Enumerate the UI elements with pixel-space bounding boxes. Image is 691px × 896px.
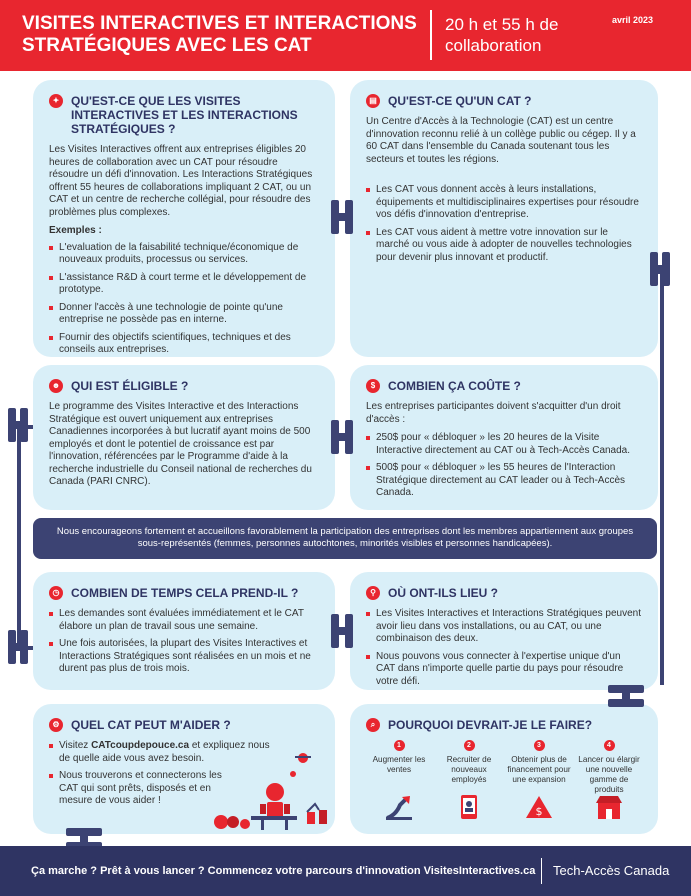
document-icon: ▤ (366, 94, 380, 108)
clip-connector (608, 685, 644, 707)
footer (0, 846, 691, 896)
card-cost-heading (366, 379, 642, 393)
card-cat-heading (366, 94, 642, 108)
cat-list (366, 184, 642, 264)
list-item: Donner l'accès à une technologie de pointe qu'une entreprise ne possède pas en interne. (49, 302, 319, 327)
step-label: Augmenter les ventes (372, 755, 426, 774)
card-help (33, 704, 335, 834)
svg-text:$: $ (535, 805, 543, 818)
brand-logo: Tech-Accès Canada (553, 863, 670, 878)
step-number: 3 (534, 740, 545, 751)
card-why-title: POURQUOI DEVRAIT-JE LE FAIRE? (388, 718, 593, 732)
clip-connector (331, 420, 353, 454)
benefit-step (366, 740, 432, 824)
help-item1-suffix: et expliquez nous de quelle aide vous avez besoin. (59, 740, 270, 764)
card-eligible-intro: Le programme des Visites Interactive et des Interactions Stratégique est ouvert uniquement aux entreprises Canadiennes incorporées à but lucratif ayant moins de 500 employés et dont le potentiel de croissance est par l'innovation, référencées par le Programme d'aide à la recherche industrielle du Conseil national de recherches du Canada (PARI CNRC). (49, 401, 312, 487)
help-item1-prefix: Visitez (59, 740, 92, 751)
robot-gear-icon: ⚙ (49, 718, 63, 732)
card-what-is-intro: Les Visites Interactives offrent aux entreprises éligibles 20 heures de collaboration avec un CAT pour résoudre résoudre un défi d'innovation. Les Interactions Stratégiques offrent 55 heures de collaborations impliquant 2 CAT, ou un CAT et un centre de recherche collégial, pour résoudre des problèmes plus complexes. (49, 144, 313, 218)
card-time (33, 572, 335, 690)
connector-line-right (660, 270, 664, 685)
phone-employees-icon (454, 793, 484, 821)
list-item: Les demandes sont évaluées immédiatement et le CAT élabore un plan de travail sous une semaine. (49, 608, 319, 633)
list-item: Nous trouverons et connecterons les CAT qui sont prêts, disposés et en mesure de vous aider ! (49, 770, 224, 808)
list-item: 500$ pour « débloquer » les 55 heures de l'Interaction Stratégique directement au CAT leader ou à Tech-Accès Canada. (366, 462, 642, 500)
where-list (366, 608, 642, 688)
funding-triangle-icon (524, 793, 554, 821)
clip-connector (331, 614, 353, 648)
card-cost-intro: Les entreprises participantes doivent s'acquitter d'un droit d'accès : (366, 401, 621, 425)
card-eligible-heading (49, 379, 319, 393)
list-item: L'evaluation de la faisabilité technique/économique de nouveaux produits, processus ou services. (49, 242, 319, 267)
footer-divider (541, 858, 542, 884)
clip-connector (8, 408, 28, 442)
list-item: Les CAT vous aident à mettre votre innovation sur le marché ou vous aide à adopter de nouvelles technologies pour devenir plus innovant et productif. (366, 227, 642, 265)
benefit-steps (366, 740, 642, 824)
page-title: VISITES INTERACTIVES ET INTERACTIONS STRATÉGIQUES AVEC LES CAT (22, 13, 417, 56)
card-why (350, 704, 658, 834)
catcoupdepouce-link[interactable]: CATcoupdepouce.ca (91, 740, 190, 751)
card-time-title: COMBIEN DE TEMPS CELA PREND-IL ? (71, 586, 299, 600)
dollar-icon: $ (366, 379, 380, 393)
time-list (49, 608, 319, 676)
card-help-title: QUEL CAT PEUT M'AIDER ? (71, 718, 231, 732)
card-cat (350, 80, 658, 357)
magnifier-icon: ⌕ (366, 718, 380, 732)
step-label: Recruiter de nouveaux employés (446, 755, 492, 784)
step-label: Obtenir plus de financement pour une expansion (507, 755, 571, 784)
clip-connector (8, 630, 28, 664)
list-item: Les Visites Interactives et Interactions Stratégiques peuvent avoir lieu dans vos installations, ou au CAT, ou une combinaison des deux. (366, 608, 642, 646)
card-what-is-title: QU'EST-CE QUE LES VISITES INTERACTIVES ET LES INTERACTIONS STRATÉGIQUES ? (71, 94, 298, 136)
list-item: L'assistance R&D à court terme et le développement de prototype. (49, 272, 319, 297)
card-cost (350, 365, 658, 510)
header-divider (430, 10, 432, 60)
diversity-banner: Nous encourageons fortement et accueillons favorablement la participation des entreprises dont les membres appartiennent aux groupes sous-représentés (femmes, personnes autochtones, minorités visibles et personnes handicapées). (33, 518, 657, 559)
card-what-is (33, 80, 335, 357)
card-why-heading (366, 718, 642, 732)
rising-arrow-icon (384, 793, 414, 821)
examples-list (49, 242, 319, 357)
benefit-step (436, 740, 502, 824)
list-item: Fournir des objectifs scientifiques, techniques et des conseils aux entreprises. (49, 332, 319, 357)
publication-date: avril 2023 (612, 15, 654, 25)
header (0, 0, 691, 71)
list-item: Les CAT vous donnent accès à leurs installations, équipements et multidisciplinaires expertises pour résoudre vos défis d'innovation d'entreprise. (366, 184, 642, 222)
card-time-heading (49, 586, 319, 600)
clip-connector (331, 200, 353, 234)
card-what-is-heading (49, 94, 319, 136)
step-label: Lancer ou élargir une nouvelle gamme de produits (578, 755, 640, 794)
benefit-step (576, 740, 642, 824)
clip-connector (650, 252, 670, 286)
connector-line-left (17, 425, 21, 650)
group-icon: ☻ (49, 379, 63, 393)
list-item: Nous pouvons vous connecter à l'expertise unique d'un CAT dans n'importe quelle partie du pays pour résoudre votre défi. (366, 651, 642, 689)
list-item: Une fois autorisées, la plupart des Visites Interactives et Interactions Stratégiques sont réalisées en un mois et ne durent pas plus de trois mois. (49, 638, 319, 676)
robots-illustration-icon (211, 752, 331, 832)
card-where-heading (366, 586, 642, 600)
card-cat-intro: Un Centre d'Accès à la Technologie (CAT) est un centre d'innovation reconnu relié à un collège public ou cégep. Il y a 60 CAT dans l'ensemble du Canada soutenant tous les secteurs et toutes les régions. (366, 116, 636, 165)
step-number: 4 (604, 740, 615, 751)
card-where-title: OÙ ONT-ILS LIEU ? (388, 586, 498, 600)
examples-label: Exemples : (49, 225, 102, 236)
card-where (350, 572, 658, 690)
collaboration-hours: 20 h et 55 h de collaboration (445, 15, 559, 55)
people-gear-icon: ✦ (49, 94, 63, 108)
list-item: 250$ pour « débloquer » les 20 heures de la Visite Interactive directement au CAT ou à Tech-Accès Canada. (366, 432, 642, 457)
card-eligible (33, 365, 335, 510)
card-help-heading (49, 718, 319, 732)
step-number: 2 (464, 740, 475, 751)
card-cost-title: COMBIEN ÇA COÛTE ? (388, 379, 521, 393)
card-cat-title: QU'EST-CE QU'UN CAT ? (388, 94, 532, 108)
cost-list (366, 432, 642, 500)
clock-icon: ◷ (49, 586, 63, 600)
footer-cta[interactable]: Ça marche ? Prêt à vous lancer ? Commencez votre parcours d'innovation VisitesInteractives.ca (31, 865, 536, 877)
step-number: 1 (394, 740, 405, 751)
location-pin-icon: ⚲ (366, 586, 380, 600)
benefit-step (506, 740, 572, 824)
storefront-icon (594, 793, 624, 821)
card-eligible-title: QUI EST ÉLIGIBLE ? (71, 379, 189, 393)
